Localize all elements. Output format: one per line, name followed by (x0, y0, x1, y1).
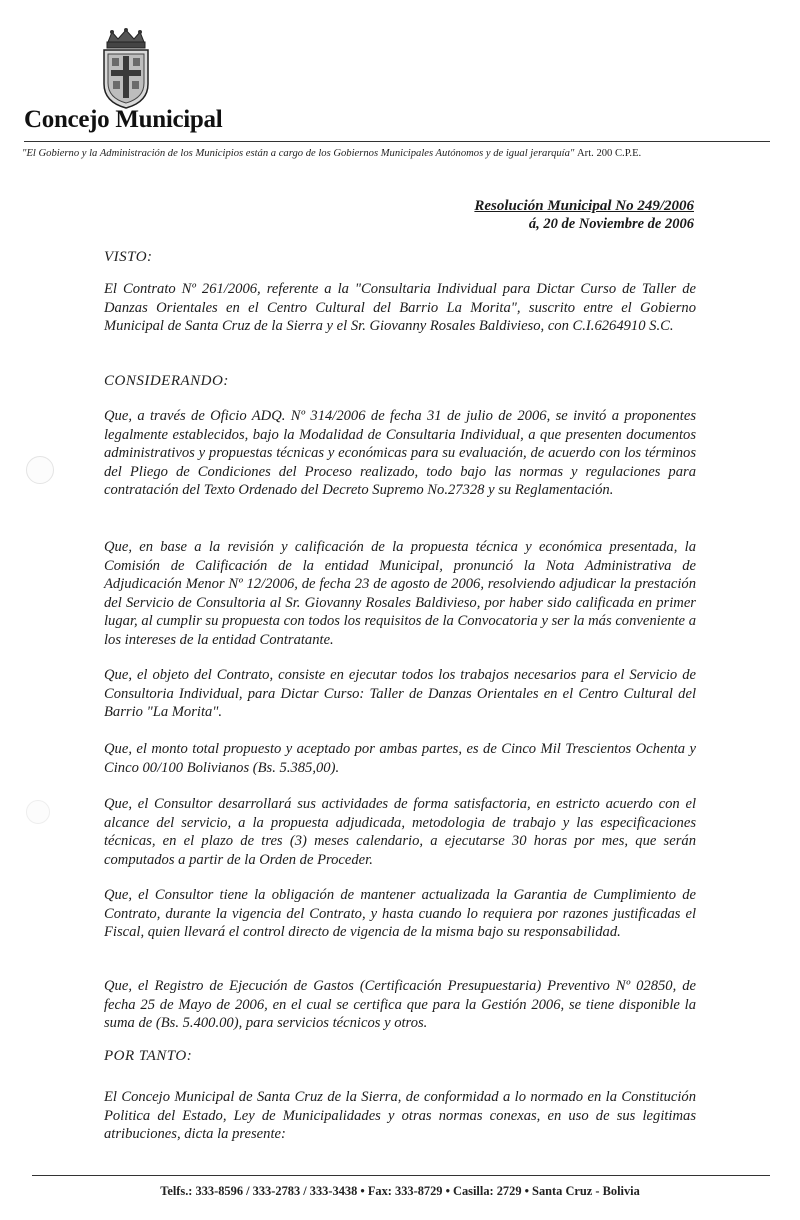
resolution-title: Resolución Municipal No 249/2006 (474, 198, 694, 214)
por-tanto-section (104, 1088, 696, 1144)
footer-contact: Telfs.: 333-8596 / 333-2783 / 333-3438 • Fax: 333-8729 • Casilla: 2729 • Santa Cruz - Bolivia (160, 1184, 640, 1198)
visto-paragraph: El Contrato Nº 261/2006, referente a la "Consultaria Individual para Dictar Curso de Taller de Danzas Orientales en el Centro Cultural del Barrio La Morita", suscrito entre el Gobierno Municipal de Santa Cruz de la Sierra y el Sr. Giovanny Rosales Baldivieso, con C.I.6264910 S.C. (104, 281, 696, 334)
por-tanto-heading: POR TANTO: (104, 1048, 193, 1064)
visto-section (104, 280, 696, 336)
org-name: Concejo Municipal (24, 106, 223, 133)
quote-reference: Art. 200 C.P.E. (577, 148, 642, 159)
visto-heading: VISTO: (104, 249, 153, 265)
considerando-paragraph: Que, el Consultor desarrollará sus actividades de forma satisfactoria, en estricto acuerdo con el alcance del servicio, a la propuesta adjudicada, metodologia de trabajo y las especificaciones técnicas, en el plazo de tres (3) meses calendario, a ejecutarse 30 horas por mes, que serán computados a partir de la Orden de Proceder. (104, 796, 696, 868)
considerando-paragraph: Que, en base a la revisión y calificación de la propuesta técnica y económica presentada, la Comisión de Calificación de la entidad Municipal, pronunció la Nota Administrativa de Adjudicación Menor Nº 12/2006, de fecha 23 de agosto de 2006, resolviendo adjudicar la prestación del Servicio de Consultoria al Sr. Giovanny Rosales Baldivieso, por haber sido calificada en primer lugar, al cumplir su propuesta con todos los requisitos de la Convocatoria y ser la más conveniente a los intereses de la entidad Contratante. (104, 539, 696, 648)
considerando-block (104, 666, 696, 722)
punch-hole (26, 456, 54, 484)
considerando-block (104, 538, 696, 649)
considerando-block (104, 740, 696, 777)
constitution-quote (22, 148, 782, 159)
considerando-paragraph: Que, a través de Oficio ADQ. Nº 314/2006 de fecha 31 de julio de 2006, se invitó a proponentes legalmente establecidos, bajo la Modalidad de Consultaria Individual, a que presenten documentos administrativos y propuestas técnicas y económicas para su evaluación, de acuerdo con los términos del Pliego de Condiciones del Proceso realizado, todo bajo las normas y regulaciones para contratación del Texto Ordenado del Decreto Supremo No.27328 y su Reglamentación. (104, 408, 696, 498)
resolution-date: á, 20 de Noviembre de 2006 (528, 216, 694, 232)
considerando-paragraph: Que, el Consultor tiene la obligación de mantener actualizada la Garantia de Cumplimiento de Contrato, durante la vigencia del Contrato, y hasta cuando lo requiera por razones justificadas el Fiscal, quien llevará el control directo de vigencia de la misma bajo su responsabilidad. (104, 887, 696, 940)
considerando-paragraph: Que, el objeto del Contrato, consiste en ejecutar todos los trabajos necesarios para el Servicio de Consultoria Individual, para Dictar Curso: Taller de Danzas Orientales en el Centro Cultural del Barrio "La Morita". (104, 667, 696, 720)
considerando-paragraph: Que, el Registro de Ejecución de Gastos (Certificación Presupuestaria) Preventivo Nº 02850, de fecha 25 de Mayo de 2006, en el cual se certifica que para la Gestión 2006, se tiene disponible la suma de (Bs. 5.400.00), para servicios técnicos y otros. (104, 978, 696, 1031)
considerando-section (104, 407, 696, 500)
quote-text: "El Gobierno y la Administración de los Municipios están a cargo de los Gobiernos Municipales Autónomos y de igual jerarquía" (22, 148, 575, 159)
footer-divider (32, 1175, 770, 1176)
header-divider (24, 141, 770, 142)
por-tanto-paragraph: El Concejo Municipal de Santa Cruz de la Sierra, de conformidad a lo normado en la Constitución Politica del Estado, Ley de Municipalidades y otras normas conexas, en uso de sus legitimas atribuciones, dicta la presente: (104, 1089, 696, 1142)
considerando-block (104, 886, 696, 942)
punch-hole (26, 800, 50, 824)
considerando-block (104, 977, 696, 1033)
considerando-heading: CONSIDERANDO: (104, 373, 229, 389)
coat-of-arms-icon (98, 28, 154, 110)
considerando-paragraph: Que, el monto total propuesto y aceptado por ambas partes, es de Cinco Mil Trescientos Ochenta y Cinco 00/100 Bolivianos (Bs. 5.385,00). (104, 741, 696, 776)
considerando-block (104, 795, 696, 869)
